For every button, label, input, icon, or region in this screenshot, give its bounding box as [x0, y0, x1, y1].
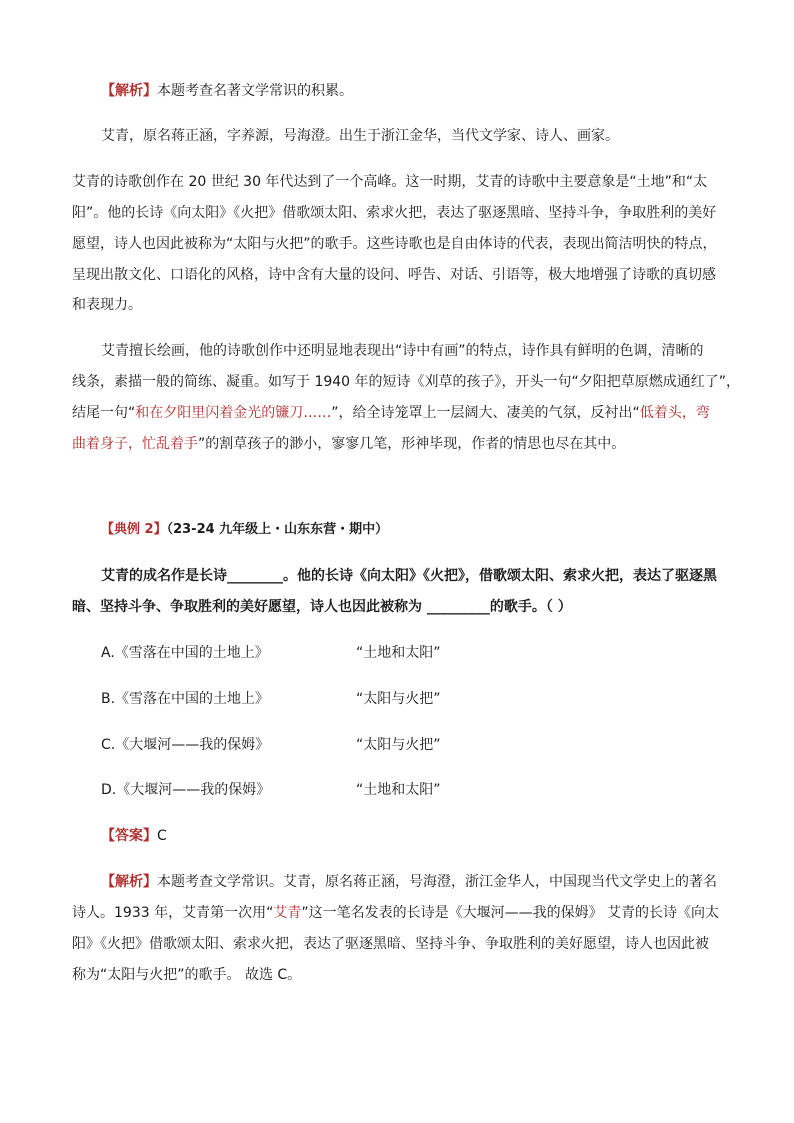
analysis-tag: 【解析】	[101, 874, 157, 890]
question-line: 艾青的成名作是长诗________。他的长诗《向太阳》《火把》，借歌颂太阳、索求火把，表达了驱逐黑	[101, 568, 717, 584]
analysis-p2-line	[72, 434, 625, 454]
answer-line	[101, 826, 167, 846]
analysis-lead: 本题考查名著文学常识的积累。	[157, 83, 353, 99]
text-run: 结尾一句“	[72, 405, 136, 421]
highlight-quote: 艾青	[273, 905, 302, 921]
example-header	[101, 520, 388, 540]
analysis-header	[101, 81, 353, 101]
highlight-quote: 曲着身子，忙乱着手	[72, 436, 198, 452]
option-label: C.《大堰河——我的保姆》	[101, 737, 270, 753]
text-run: ”，给全诗笼罩上一层阔大、凄美的气氛，反衬出“	[331, 405, 640, 421]
option-value: “土地和太阳”	[356, 782, 441, 798]
analysis-intro: 艾青，原名蒋正涵，字养源，号海澄。出生于浙江金华，当代文学家、诗人、画家。	[101, 128, 619, 144]
example-tag: 【典例 2】	[101, 522, 167, 537]
highlight-quote: 和在夕阳里闪着金光的镰刀……	[135, 405, 332, 421]
analysis2-line: 称为“太阳与火把”的歌手。 故选 C。	[72, 967, 302, 983]
answer-tag: 【答案】	[101, 828, 157, 844]
analysis2-line	[101, 872, 717, 892]
text-run: 诗人。1933 年，艾青第一次用“	[72, 905, 274, 921]
text-run: ”这一笔名发表的长诗是《大堰河——我的保姆》 艾青的长诗《向太	[301, 905, 720, 921]
option-value: “太阳与火把”	[356, 737, 441, 753]
option-value: “太阳与火把”	[356, 691, 441, 707]
analysis-p2-line: 线条，素描一般的简练、凝重。如写于 1940 年的短诗《刈草的孩子》，开头一句“夕阳把草原燃成通红了”，	[72, 374, 741, 390]
analysis-tag: 【解析】	[101, 83, 157, 99]
analysis-p1-line: 呈现出散文化、口语化的风格，诗中含有大量的设问、呼告、对话、引语等，极大地增强了诗歌的真切感	[72, 267, 716, 283]
analysis-p1-line: 和表现力。	[72, 297, 142, 313]
text-run: 本题考查文学常识。艾青，原名蒋正涵，号海澄，浙江金华人，中国现当代文学史上的著名	[157, 874, 717, 890]
analysis2-line	[72, 903, 719, 923]
analysis-p2-line: 艾青擅长绘画，他的诗歌创作中还明显地表现出“诗中有画”的特点，诗作具有鲜明的色调，清晰的	[101, 343, 704, 359]
option-a	[101, 643, 701, 663]
text-run: ”的割草孩子的渺小，寥寥几笔，形神毕现，作者的情思也尽在其中。	[198, 436, 626, 452]
analysis-p1-line: 愿望，诗人也因此被称为“太阳与火把”的歌手。这些诗歌也是自由体诗的代表，表现出简洁明快的特点，	[72, 236, 717, 252]
example-source: （23-24 九年级上・山东东营・期中）	[166, 522, 389, 537]
analysis-p1-line: 阳”。他的长诗《向太阳》《火把》借歌颂太阳、索求火把，表达了驱逐黑暗、坚持斗争，争取胜利的美好	[72, 205, 717, 221]
option-label: B.《雪落在中国的土地上》	[101, 691, 270, 707]
highlight-quote: 低着头，弯	[639, 405, 710, 421]
option-value: “土地和太阳”	[356, 645, 441, 661]
analysis2-line: 阳》《火把》借歌颂太阳、索求火把，表达了驱逐黑暗、坚持斗争、争取胜利的美好愿望，诗人也因此被	[72, 936, 709, 952]
question-line: 暗、坚持斗争、争取胜利的美好愿望，诗人也因此被称为 _________的歌手。（ ）	[72, 599, 572, 615]
answer-value: C	[157, 828, 167, 844]
option-label: A.《雪落在中国的土地上》	[101, 645, 269, 661]
option-b	[101, 689, 701, 709]
option-c	[101, 735, 701, 755]
analysis-p1-line: 艾青的诗歌创作在 20 世纪 30 年代达到了一个高峰。这一时期，艾青的诗歌中主要意象是“土地”和“太	[72, 174, 708, 190]
analysis-p2-line	[72, 403, 710, 423]
option-d	[101, 780, 701, 800]
option-label: D.《大堰河——我的保姆》	[101, 782, 271, 798]
